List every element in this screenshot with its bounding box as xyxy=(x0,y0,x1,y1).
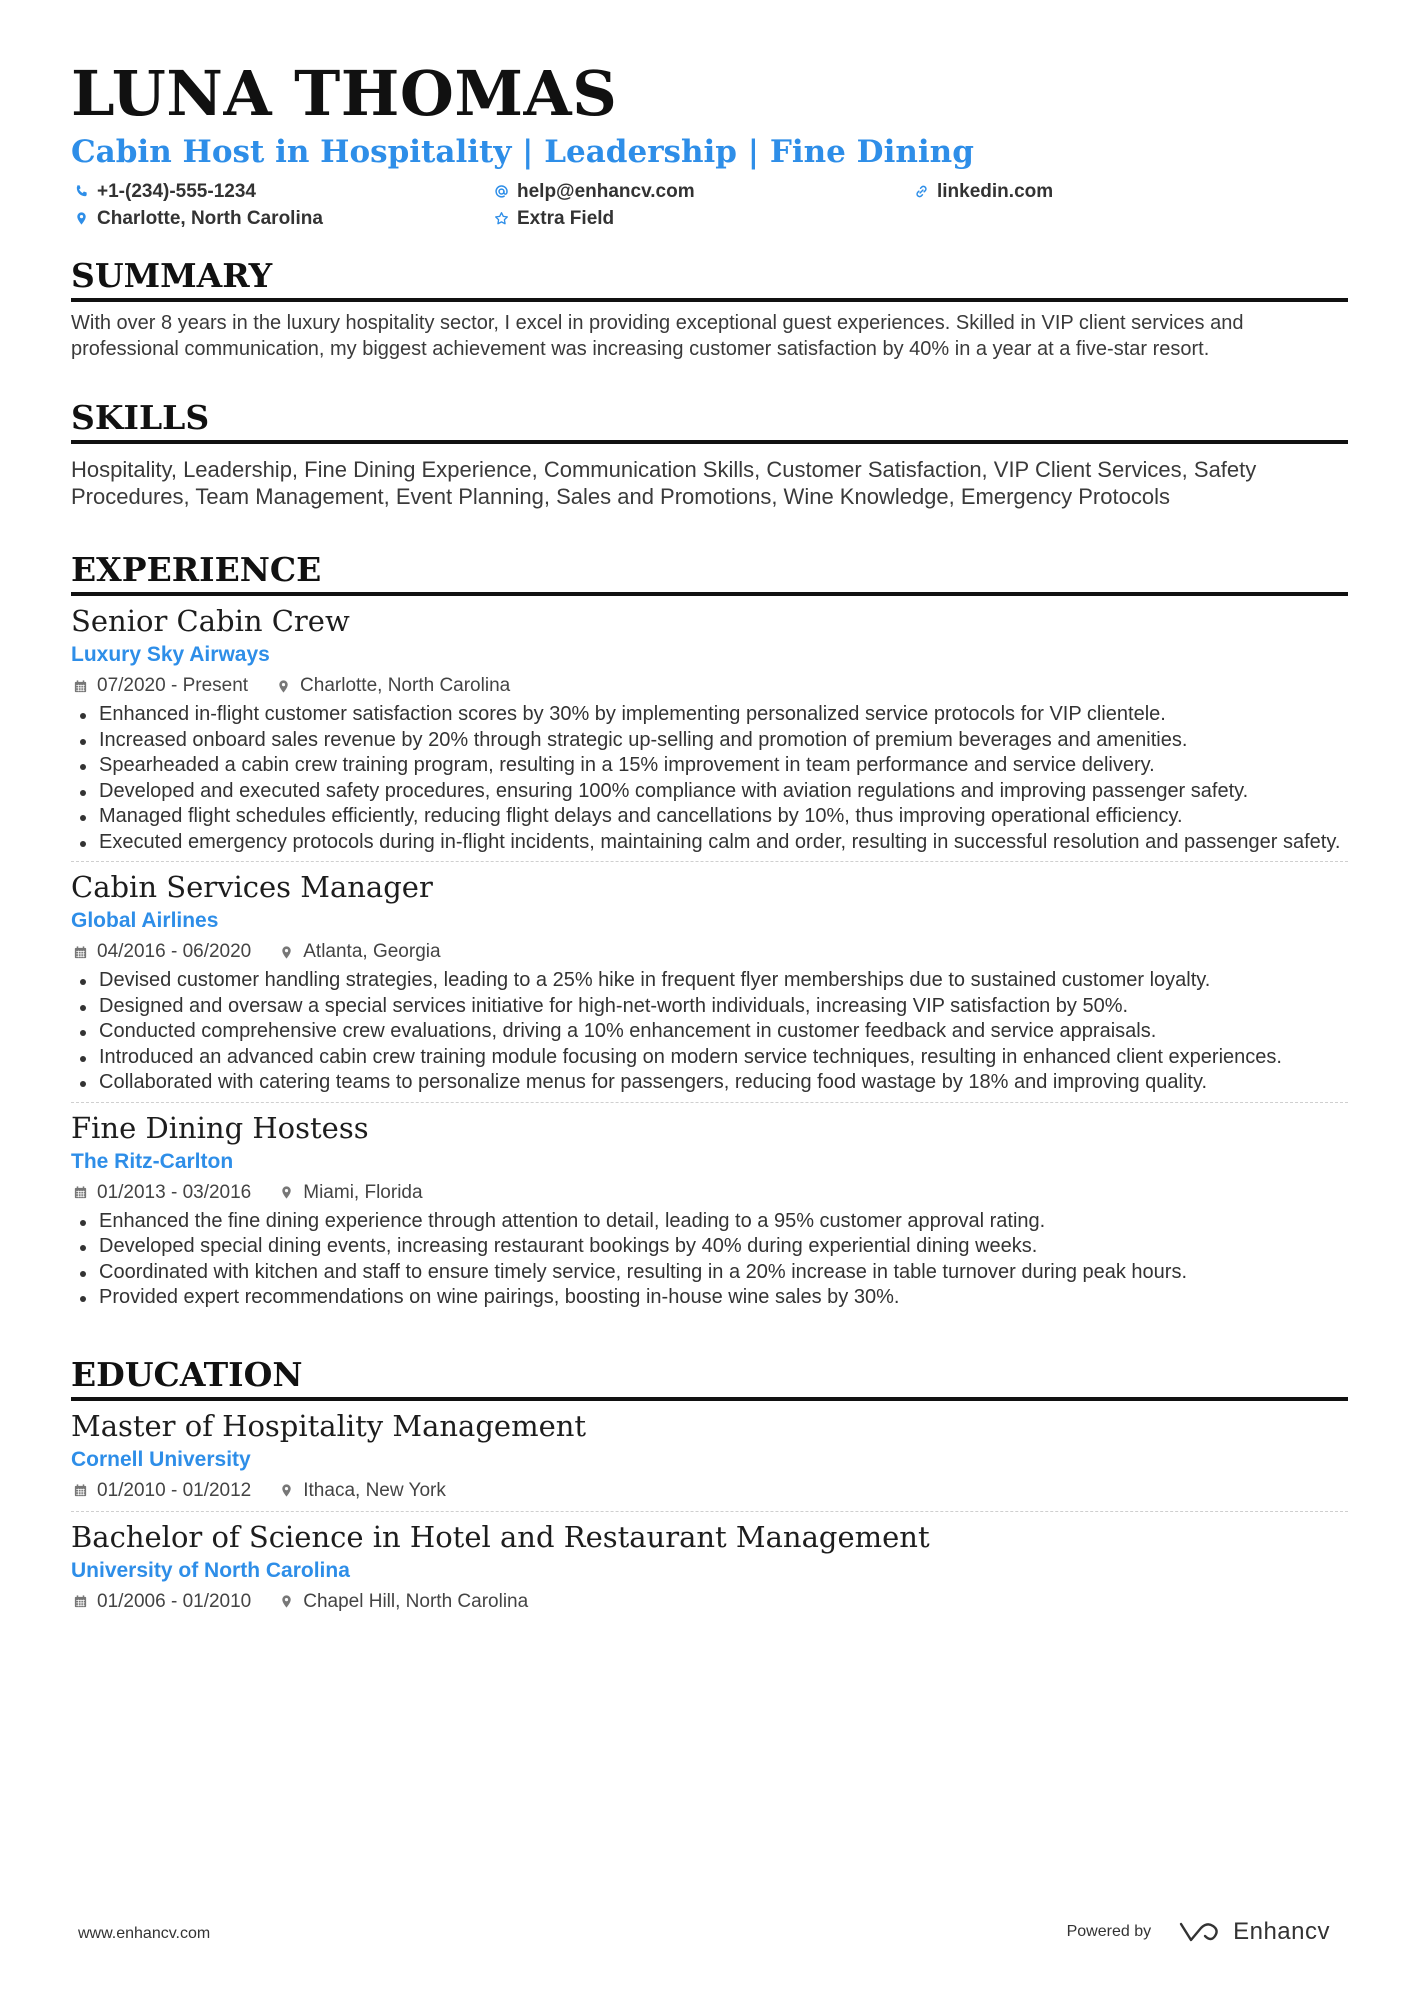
school-name: Cornell University xyxy=(71,1447,251,1471)
education-entry xyxy=(71,1407,1348,1511)
enhancv-logo-icon xyxy=(1177,1920,1225,1944)
bullet-item: Conducted comprehensive crew evaluations, driving a 10% enhancement in customer feedback and service appraisals. xyxy=(71,1019,1348,1045)
job-meta xyxy=(71,1179,1348,1207)
at-icon xyxy=(491,182,511,202)
bullet-item: Managed flight schedules efficiently, reducing flight delays and cancellations by 10%, thus improving operational efficiency. xyxy=(71,804,1348,830)
brand-name: Enhancv xyxy=(1233,1918,1330,1945)
location-text: Charlotte, North Carolina xyxy=(97,208,323,229)
company-name: Global Airlines xyxy=(71,909,219,932)
job-dates: 01/2013 - 03/2016 xyxy=(97,1181,252,1203)
degree-title: Bachelor of Science in Hotel and Restaurant Management xyxy=(71,1519,930,1554)
location-pin-icon xyxy=(277,1482,295,1500)
job-meta xyxy=(71,938,1348,966)
link-icon xyxy=(911,182,931,202)
bullet-item: Developed special dining events, increasing restaurant bookings by 40% during experiential dining weeks. xyxy=(71,1234,1348,1260)
contact-extra xyxy=(491,205,911,232)
job-meta xyxy=(71,672,1348,700)
location-pin-icon xyxy=(277,943,295,961)
experience-section xyxy=(71,548,1348,1317)
contact-info xyxy=(71,178,1348,232)
enhancv-logo xyxy=(1177,1918,1330,1946)
education-location: Ithaca, New York xyxy=(303,1479,446,1501)
experience-entry xyxy=(71,861,1348,1102)
skills-text: Hospitality, Leadership, Fine Dining Experience, Communication Skills, Customer Satisfaction, VIP Client Services, Safety Procedures, Team Management, Event Planning, Sales and Promotions, Wine Knowledge, Emergency Protocols xyxy=(71,457,1257,509)
education-dates: 01/2006 - 01/2010 xyxy=(97,1590,252,1612)
candidate-headline: Cabin Host in Hospitality | Leadership | Fine Dining xyxy=(71,134,974,170)
job-title: Fine Dining Hostess xyxy=(71,1110,369,1145)
contact-email[interactable] xyxy=(491,178,911,205)
skills-section xyxy=(71,396,1348,510)
education-dates: 01/2010 - 01/2012 xyxy=(97,1479,252,1501)
candidate-name: LUNA THOMAS xyxy=(71,57,618,130)
job-location: Atlanta, Georgia xyxy=(303,941,441,962)
education-title: EDUCATION xyxy=(71,1353,1348,1401)
job-location: Miami, Florida xyxy=(303,1181,423,1203)
contact-phone[interactable] xyxy=(71,178,491,205)
bullet-item: Provided expert recommendations on wine pairings, boosting in-house wine sales by 30%. xyxy=(71,1285,1348,1311)
job-bullets xyxy=(71,1209,1348,1311)
location-pin-icon xyxy=(71,209,91,229)
bullet-item: Spearheaded a cabin crew training program, resulting in a 15% improvement in team performance and service delivery. xyxy=(71,753,1348,779)
email-text: help@enhancv.com xyxy=(517,181,695,202)
calendar-icon xyxy=(71,943,89,961)
company-name: Luxury Sky Airways xyxy=(71,643,270,666)
bullet-item: Coordinated with kitchen and staff to ensure timely service, resulting in a 20% increase in table turnover during peak hours. xyxy=(71,1260,1348,1286)
experience-entry xyxy=(71,602,1348,861)
education-location: Chapel Hill, North Carolina xyxy=(303,1590,529,1612)
experience-title: EXPERIENCE xyxy=(71,548,1348,596)
star-icon xyxy=(491,209,511,229)
calendar-icon xyxy=(71,1184,89,1202)
summary-title: SUMMARY xyxy=(71,254,1348,302)
extra-field-text: Extra Field xyxy=(517,208,615,229)
location-pin-icon xyxy=(274,677,292,695)
summary-text: With over 8 years in the luxury hospitality sector, I excel in providing exceptional guest experiences. Skilled in VIP client services and professional communication, my biggest achievement was increasing customer satisfaction by 40% in a year at a five-star resort. xyxy=(71,312,1244,360)
summary-section xyxy=(71,254,1348,362)
job-location: Charlotte, North Carolina xyxy=(300,675,511,696)
bullet-item: Developed and executed safety procedures, ensuring 100% compliance with aviation regulations and improving passenger safety. xyxy=(71,779,1348,805)
bullet-item: Designed and oversaw a special services initiative for high-net-worth individuals, increasing VIP satisfaction by 50%. xyxy=(71,994,1348,1020)
linkedin-text: linkedin.com xyxy=(937,181,1054,202)
school-name: University of North Carolina xyxy=(71,1558,350,1582)
location-pin-icon xyxy=(277,1184,295,1202)
footer-website[interactable]: www.enhancv.com xyxy=(78,1925,211,1942)
experience-entry xyxy=(71,1102,1348,1317)
contact-linkedin[interactable] xyxy=(911,178,1331,205)
company-name: The Ritz-Carlton xyxy=(71,1149,234,1173)
phone-icon xyxy=(71,182,91,202)
location-pin-icon xyxy=(277,1593,295,1611)
bullet-item: Enhanced the fine dining experience through attention to detail, leading to a 95% customer approval rating. xyxy=(71,1209,1348,1235)
job-title: Cabin Services Manager xyxy=(71,870,433,904)
education-meta xyxy=(71,1588,1348,1616)
footer-branding[interactable] xyxy=(1067,1918,1330,1946)
bullet-item: Increased onboard sales revenue by 20% through strategic up-selling and promotion of premium beverages and amenities. xyxy=(71,728,1348,754)
skills-title: SKILLS xyxy=(71,396,1348,444)
bullet-item: Enhanced in-flight customer satisfaction scores by 30% by implementing personalized service protocols for VIP clientele. xyxy=(71,702,1348,728)
calendar-icon xyxy=(71,1593,89,1611)
resume-content xyxy=(71,58,1348,1622)
calendar-icon xyxy=(71,1482,89,1500)
contact-location xyxy=(71,205,491,232)
bullet-item: Devised customer handling strategies, leading to a 25% hike in frequent flyer memberships due to sustained customer loyalty. xyxy=(71,968,1348,994)
education-meta xyxy=(71,1477,1348,1505)
degree-title: Master of Hospitality Management xyxy=(71,1408,587,1443)
calendar-icon xyxy=(71,677,89,695)
job-dates: 04/2016 - 06/2020 xyxy=(97,941,252,962)
powered-by-label: Powered by xyxy=(1066,1923,1152,1940)
job-dates: 07/2020 - Present xyxy=(97,675,249,696)
job-bullets xyxy=(71,968,1348,1096)
education-entry xyxy=(71,1511,1348,1622)
phone-text: +1-(234)-555-1234 xyxy=(97,181,256,202)
education-section xyxy=(71,1353,1348,1622)
job-title: Senior Cabin Crew xyxy=(71,604,350,638)
bullet-item: Executed emergency protocols during in-flight incidents, maintaining calm and order, resulting in successful resolution and passenger safety. xyxy=(71,830,1348,856)
bullet-item: Introduced an advanced cabin crew training module focusing on modern service techniques, resulting in enhanced client experiences. xyxy=(71,1045,1348,1071)
bullet-item: Collaborated with catering teams to personalize menus for passengers, reducing food wastage by 18% and improving quality. xyxy=(71,1070,1348,1096)
job-bullets xyxy=(71,702,1348,855)
